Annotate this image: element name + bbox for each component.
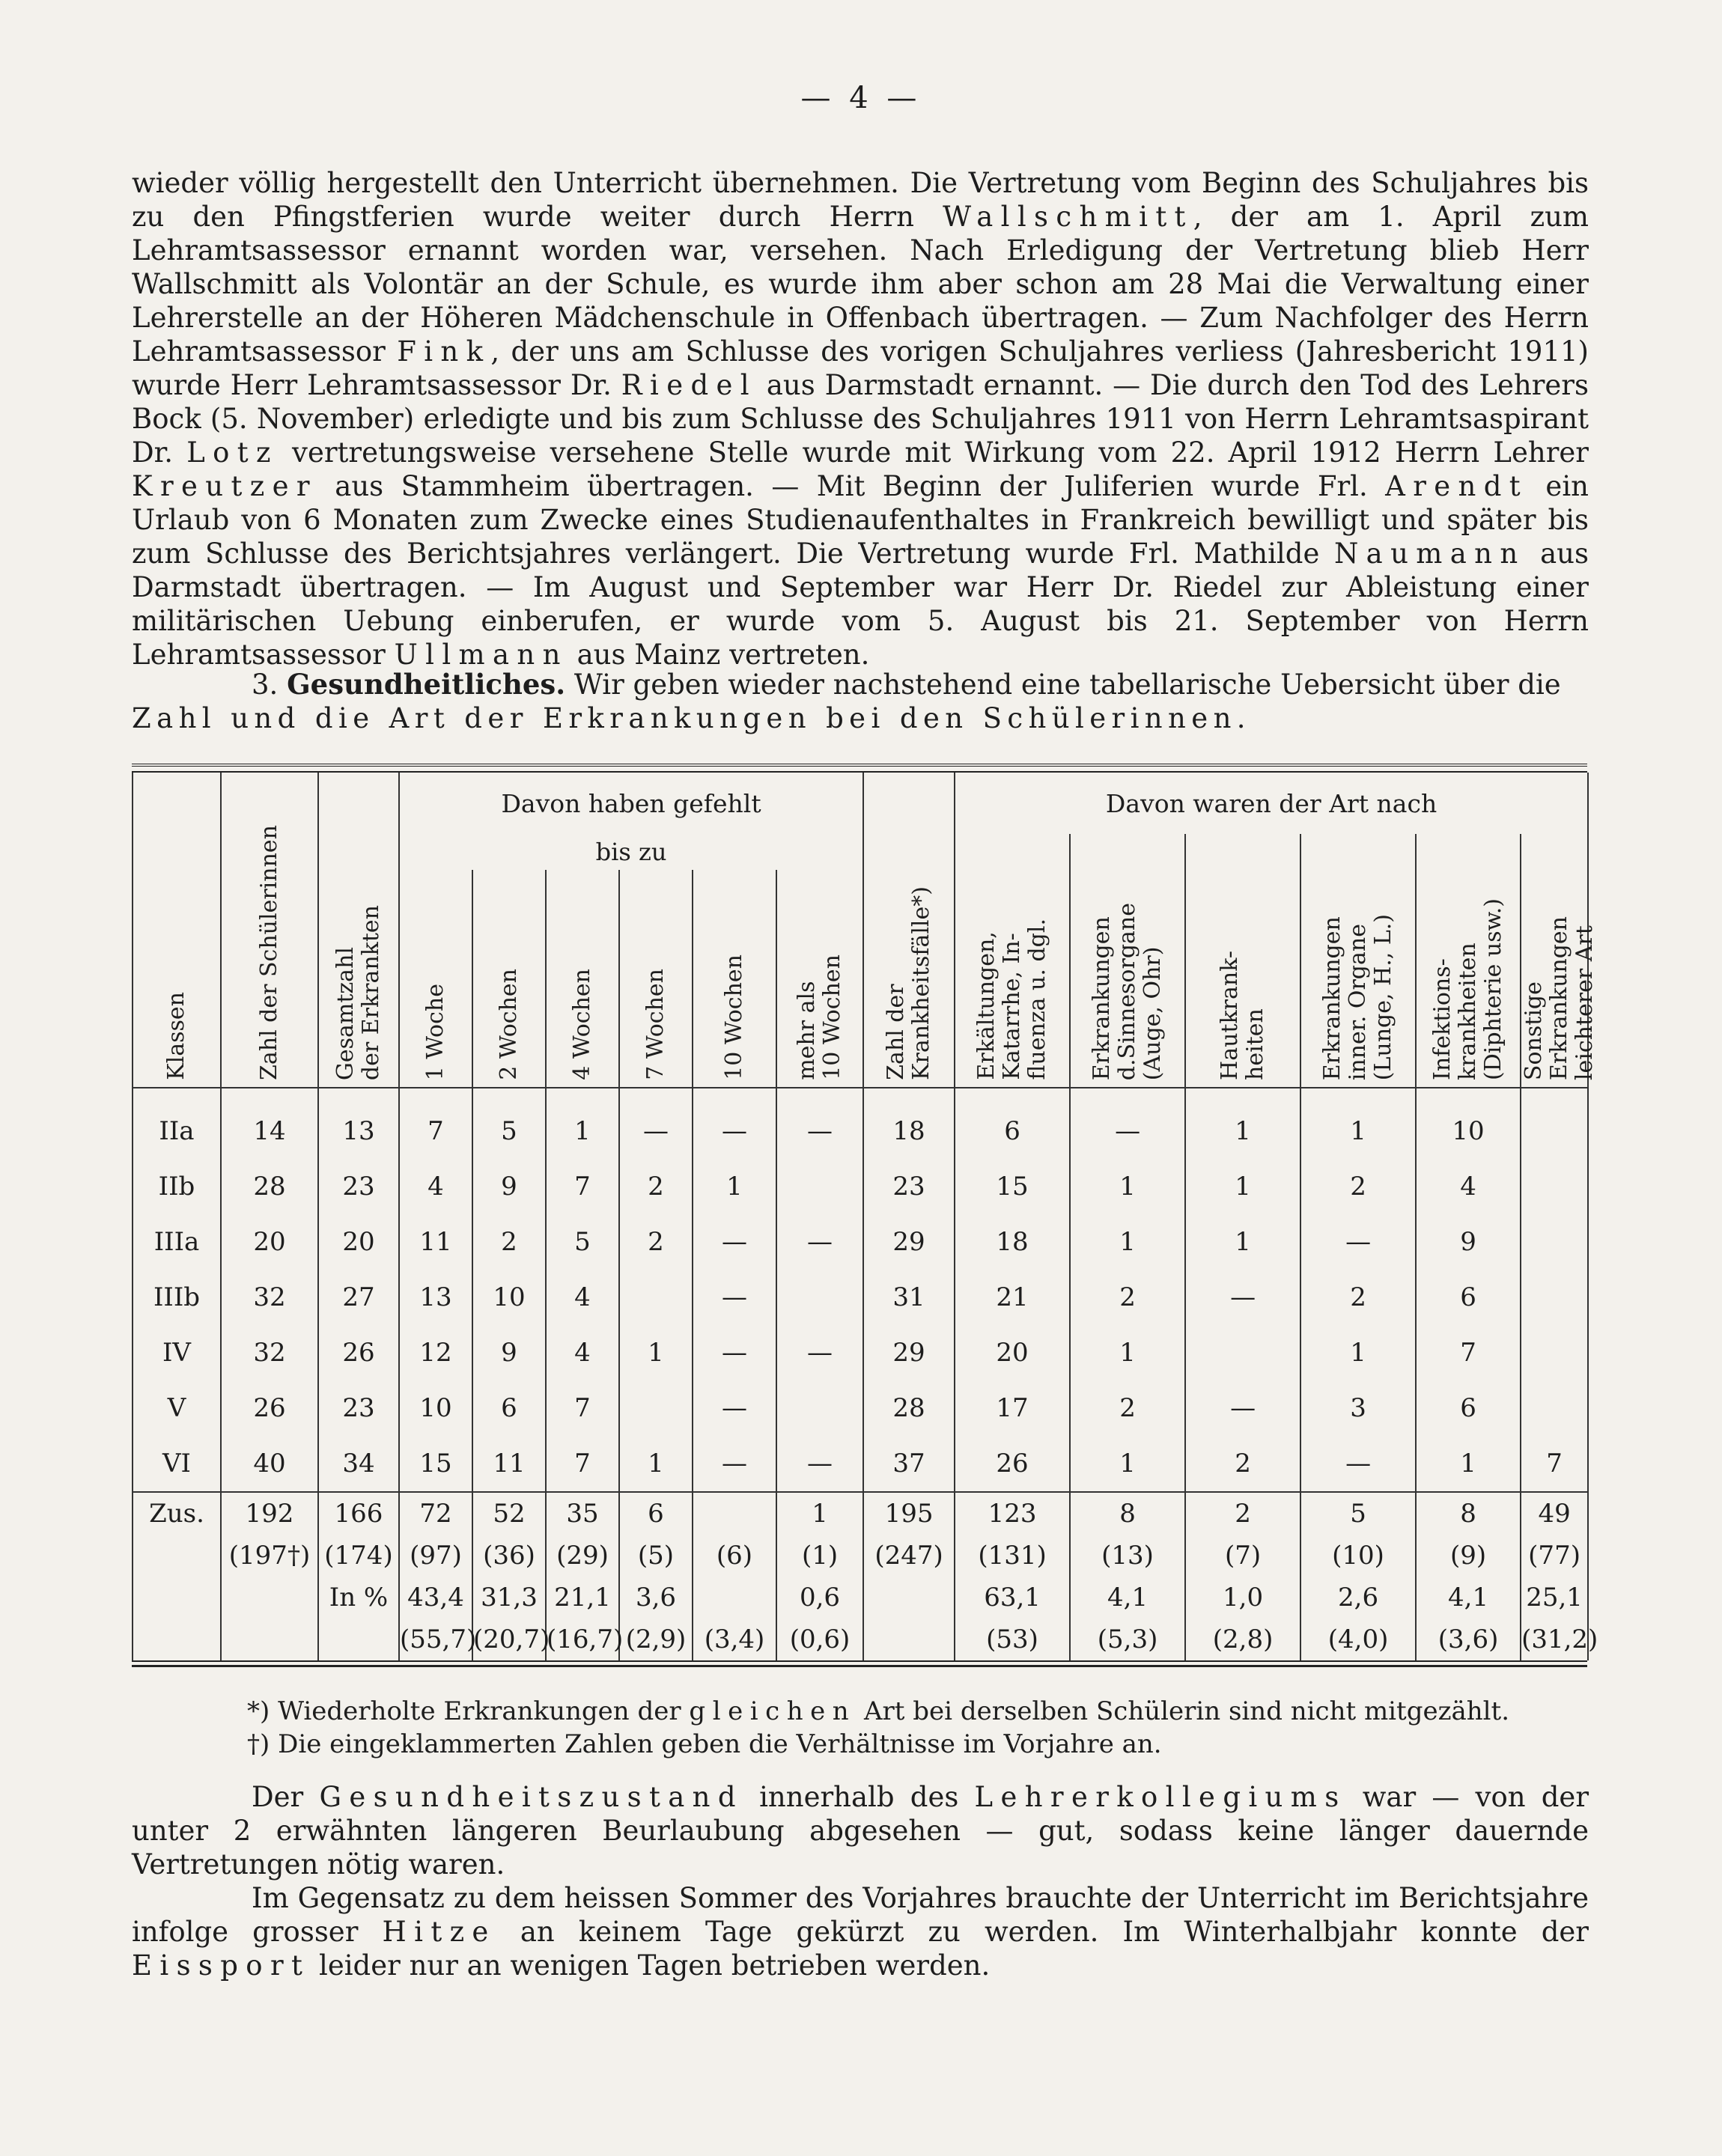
value-cell: 1 xyxy=(1300,1325,1416,1380)
sum-value-cell: 25,1 xyxy=(1521,1577,1588,1618)
value-cell: — xyxy=(1185,1270,1300,1325)
value-cell: 29 xyxy=(863,1214,955,1270)
footnotes xyxy=(247,1695,1595,1761)
value-cell: 32 xyxy=(221,1270,318,1325)
value-cell xyxy=(1521,1380,1588,1436)
sum-value-cell: (4,0) xyxy=(1300,1618,1416,1660)
footnote-star xyxy=(247,1695,1595,1728)
value-cell xyxy=(1521,1159,1588,1214)
name-lotz: Lotz xyxy=(186,436,279,469)
sum-row xyxy=(133,1492,1588,1535)
value-cell: — xyxy=(1070,1088,1185,1159)
table-row xyxy=(133,1270,1588,1325)
sum-value-cell xyxy=(221,1618,318,1660)
header-10-wochen: 10 Wochen xyxy=(693,870,776,1088)
closing-text: war — von der unter 2 erwähnten längeren Beurlaubung abgesehen — gut, sodass keine länger dauernde Vertretungen nötig waren. xyxy=(132,1781,1589,1881)
class-cell: IIIb xyxy=(133,1270,221,1325)
value-cell: 4 xyxy=(546,1325,619,1380)
value-cell xyxy=(776,1159,863,1214)
value-cell: 9 xyxy=(472,1159,546,1214)
value-cell: 34 xyxy=(318,1436,399,1492)
sum-value-cell: (97) xyxy=(399,1535,472,1577)
sum-value-cell xyxy=(221,1577,318,1618)
value-cell: 1 xyxy=(1070,1214,1185,1270)
sum-value-cell: (13) xyxy=(1070,1535,1185,1577)
sum-value-cell: (3,4) xyxy=(693,1618,776,1660)
intro-paragraph xyxy=(132,166,1589,672)
header-gesamtzahl: Gesamtzahl der Erkrankten xyxy=(318,773,399,1088)
value-cell xyxy=(1521,1325,1588,1380)
value-cell: 2 xyxy=(619,1214,693,1270)
page-number: — 4 — xyxy=(800,81,922,115)
value-cell: 23 xyxy=(318,1380,399,1436)
value-cell: 37 xyxy=(863,1436,955,1492)
header-2-wochen: 2 Wochen xyxy=(472,870,546,1088)
sum-row xyxy=(133,1535,1588,1577)
value-cell: 15 xyxy=(399,1436,472,1492)
sum-value-cell: 5 xyxy=(1300,1492,1416,1535)
class-cell: IIb xyxy=(133,1159,221,1214)
sum-value-cell: (10) xyxy=(1300,1535,1416,1577)
value-cell: 10 xyxy=(1416,1088,1521,1159)
value-cell: 11 xyxy=(472,1436,546,1492)
intro-text: aus Mainz vertreten. xyxy=(568,639,870,671)
value-cell: 6 xyxy=(1416,1380,1521,1436)
sum-value-cell: 72 xyxy=(399,1492,472,1535)
name-kreutzer: Kreutzer xyxy=(132,470,317,502)
value-cell: 1 xyxy=(693,1159,776,1214)
header-sinnesorgane: Erkrankungen d.Sinnesorgane (Auge, Ohr) xyxy=(1070,834,1185,1088)
sum-value-cell: (16,7) xyxy=(546,1618,619,1660)
value-cell: — xyxy=(693,1088,776,1159)
sum-value-cell: 1,0 xyxy=(1185,1577,1300,1618)
class-cell: IIa xyxy=(133,1088,221,1159)
value-cell: 10 xyxy=(399,1380,472,1436)
header-klassen: Klassen xyxy=(133,773,221,1088)
value-cell: 1 xyxy=(1300,1088,1416,1159)
value-cell: — xyxy=(693,1325,776,1380)
sum-value-cell xyxy=(318,1618,399,1660)
sum-value-cell: (197†) xyxy=(221,1535,318,1577)
value-cell: 7 xyxy=(546,1436,619,1492)
value-cell: 26 xyxy=(221,1380,318,1436)
class-cell: IIIa xyxy=(133,1214,221,1270)
intro-text: aus Darmstadt ernannt. — Die durch den Tod des Lehrers Bock (5. November) erledigte und bis zum Schlusse des Schuljahres 1911 von Herrn Lehramtsaspirant Dr. xyxy=(132,369,1589,469)
value-cell: — xyxy=(776,1325,863,1380)
closing-paragraphs xyxy=(132,1780,1589,1982)
sum-value-cell: 166 xyxy=(318,1492,399,1535)
value-cell: 1 xyxy=(1416,1436,1521,1492)
header-sonstige: Sonstige Erkrankungen leichterer Art xyxy=(1521,834,1588,1088)
closing-spaced: Eissport xyxy=(132,1949,311,1982)
sum-value-cell: 1 xyxy=(776,1492,863,1535)
closing-spaced: Hitze xyxy=(382,1916,496,1948)
value-cell: 7 xyxy=(399,1088,472,1159)
name-naumann: Naumann xyxy=(1333,538,1526,570)
value-cell: — xyxy=(1300,1214,1416,1270)
intro-text: , der uns am Schlusse des vorigen Schuljahres verliess (Jahresbericht 1911) wurde Herr Lehramtsassessor Dr. xyxy=(132,335,1589,401)
footnote-star-text: Art bei derselben Schülerin sind nicht mitgezählt. xyxy=(856,1696,1510,1726)
closing-text: Der xyxy=(252,1781,320,1813)
value-cell: 1 xyxy=(546,1088,619,1159)
name-fink: Fink xyxy=(397,335,491,368)
value-cell: 27 xyxy=(318,1270,399,1325)
value-cell: 12 xyxy=(399,1325,472,1380)
value-cell: — xyxy=(776,1088,863,1159)
sum-value-cell: 2,6 xyxy=(1300,1577,1416,1618)
value-cell: 2 xyxy=(472,1214,546,1270)
value-cell: 2 xyxy=(1300,1270,1416,1325)
sum-label-cell xyxy=(133,1577,221,1618)
table-bottom-rule xyxy=(132,1660,1587,1667)
sum-value-cell: 6 xyxy=(619,1492,693,1535)
name-arendt: Arendt xyxy=(1385,470,1529,502)
sum-label-cell xyxy=(133,1535,221,1577)
value-cell: 6 xyxy=(1416,1270,1521,1325)
value-cell: 4 xyxy=(546,1270,619,1325)
section-number: 3. xyxy=(252,669,279,701)
value-cell xyxy=(1185,1325,1300,1380)
intro-text: ein Urlaub von 6 Monaten zum Zwecke eines Studienaufenthaltes in Frankreich bewilligt und später bis zum Schlusse des Berichtsjahres verlängert. Die Vertretung wurde Frl. Mathilde xyxy=(132,470,1589,570)
sum-value-cell: (131) xyxy=(955,1535,1070,1577)
table-row xyxy=(133,1088,1588,1159)
value-cell: 40 xyxy=(221,1436,318,1492)
sum-row xyxy=(133,1577,1588,1618)
sum-row xyxy=(133,1618,1588,1660)
sum-value-cell: 52 xyxy=(472,1492,546,1535)
sum-value-cell xyxy=(693,1577,776,1618)
header-davon-gefehlt: Davon haben gefehlt xyxy=(399,773,863,834)
intro-text: , der am 1. April zum Lehramtsassessor ernannt worden war, versehen. Nach Erledigung der Vertretung blieb Herr Wallschmitt als Volontär an der Schule, es wurde ihm aber schon am 28 Mai die Verwaltung einer Lehrerstelle an der Höheren Mädchenschule in Offenbach übertragen. — Zum Nachfolger des Herrn Lehramtsassessor xyxy=(132,201,1589,368)
value-cell: — xyxy=(693,1270,776,1325)
sum-value-cell: 63,1 xyxy=(955,1577,1070,1618)
section-title: Gesundheitliches. xyxy=(287,668,566,701)
sum-value-cell: (9) xyxy=(1416,1535,1521,1577)
value-cell: 28 xyxy=(863,1380,955,1436)
value-cell: 32 xyxy=(221,1325,318,1380)
value-cell xyxy=(776,1270,863,1325)
sum-value-cell: (5,3) xyxy=(1070,1618,1185,1660)
value-cell: 3 xyxy=(1300,1380,1416,1436)
sum-value-cell: 192 xyxy=(221,1492,318,1535)
table-row xyxy=(133,1159,1588,1214)
closing-text: an keinem Tage gekürzt zu werden. Im Winterhalbjahr konnte der xyxy=(496,1916,1589,1948)
value-cell: 18 xyxy=(955,1214,1070,1270)
closing-text: Im Gegensatz zu dem heissen Sommer des Vorjahres brauchte der Unterricht im Berichtsjahre infolge grosser xyxy=(132,1882,1589,1948)
footnote-star-spaced: gleichen xyxy=(689,1696,857,1726)
closing-paragraph-1 xyxy=(132,1780,1589,1881)
value-cell: 13 xyxy=(318,1088,399,1159)
sum-value-cell: 195 xyxy=(863,1492,955,1535)
value-cell: 7 xyxy=(546,1380,619,1436)
table-top-rule xyxy=(132,764,1587,773)
value-cell: — xyxy=(1185,1380,1300,1436)
sum-value-cell xyxy=(693,1492,776,1535)
header-mehr-10-wochen: mehr als 10 Wochen xyxy=(776,870,863,1088)
sum-value-cell: (247) xyxy=(863,1535,955,1577)
value-cell: 2 xyxy=(1070,1270,1185,1325)
value-cell: 20 xyxy=(318,1214,399,1270)
intro-text: aus Darmstadt übertragen. — Im August und September war Herr Dr. Riedel zur Ableistung einer militärischen Uebung einberufen, er wurde vom 5. August bis 21. September von Herrn Lehramtsassessor xyxy=(132,538,1589,671)
illness-table-grid xyxy=(132,773,1598,1660)
value-cell: 7 xyxy=(1416,1325,1521,1380)
value-cell: 2 xyxy=(619,1159,693,1214)
value-cell: 10 xyxy=(472,1270,546,1325)
value-cell: 31 xyxy=(863,1270,955,1325)
value-cell: 28 xyxy=(221,1159,318,1214)
value-cell: 26 xyxy=(318,1325,399,1380)
value-cell: — xyxy=(776,1436,863,1492)
header-erkaeltungen: Erkältungen, Katarrhe, In- fluenza u. dgl. xyxy=(955,834,1070,1088)
value-cell: 1 xyxy=(1070,1325,1185,1380)
value-cell: 5 xyxy=(472,1088,546,1159)
sum-value-cell: 43,4 xyxy=(399,1577,472,1618)
sum-value-cell: 4,1 xyxy=(1416,1577,1521,1618)
value-cell: 1 xyxy=(1070,1159,1185,1214)
value-cell: 29 xyxy=(863,1325,955,1380)
table-row xyxy=(133,1436,1588,1492)
value-cell xyxy=(619,1270,693,1325)
header-davon-art: Davon waren der Art nach xyxy=(955,773,1588,834)
header-7-wochen: 7 Wochen xyxy=(619,870,693,1088)
header-1-woche: 1 Woche xyxy=(399,870,472,1088)
value-cell: 1 xyxy=(1185,1159,1300,1214)
table-row xyxy=(133,1380,1588,1436)
value-cell: 1 xyxy=(619,1436,693,1492)
value-cell: 17 xyxy=(955,1380,1070,1436)
value-cell: 2 xyxy=(1300,1159,1416,1214)
sum-value-cell xyxy=(863,1618,955,1660)
sum-value-cell: 123 xyxy=(955,1492,1070,1535)
value-cell: 26 xyxy=(955,1436,1070,1492)
value-cell: 1 xyxy=(619,1325,693,1380)
value-cell: 5 xyxy=(546,1214,619,1270)
sum-value-cell: 2 xyxy=(1185,1492,1300,1535)
section-spaced-line: Zahl und die Art der Erkrankungen bei den Schülerinnen. xyxy=(132,702,1251,734)
sum-value-cell xyxy=(863,1577,955,1618)
intro-text: aus Stammheim übertragen. — Mit Beginn der Juliferien wurde Frl. xyxy=(317,470,1386,502)
sum-value-cell: 4,1 xyxy=(1070,1577,1185,1618)
header-zahl-faelle: Zahl der Krankheitsfälle*) xyxy=(863,773,955,1088)
sum-value-cell: (20,7) xyxy=(472,1618,546,1660)
intro-text: vertretungsweise versehene Stelle wurde mit Wirkung vom 22. April 1912 Herrn Lehrer xyxy=(278,436,1589,469)
sum-value-cell: 31,3 xyxy=(472,1577,546,1618)
closing-text: leider nur an wenigen Tagen betrieben werden. xyxy=(310,1949,991,1982)
sum-value-cell: (29) xyxy=(546,1535,619,1577)
value-cell: 2 xyxy=(1185,1436,1300,1492)
sum-value-cell: (2,8) xyxy=(1185,1618,1300,1660)
footnote-dagger: †) Die eingeklammerten Zahlen geben die Verhältnisse im Vorjahre an. xyxy=(247,1729,1162,1759)
value-cell: 23 xyxy=(863,1159,955,1214)
header-innere: Erkrankungen inner. Organe (Lunge, H., L.) xyxy=(1300,834,1416,1088)
header-zahl-schuelerinnen: Zahl der Schülerinnen xyxy=(221,773,318,1088)
table-row xyxy=(133,1325,1588,1380)
value-cell: 14 xyxy=(221,1088,318,1159)
value-cell: 18 xyxy=(863,1088,955,1159)
value-cell: 9 xyxy=(472,1325,546,1380)
value-cell: — xyxy=(1300,1436,1416,1492)
footnote-star-text: *) Wiederholte Erkrankungen der xyxy=(247,1696,690,1726)
name-riedel: Riedel xyxy=(621,369,757,401)
value-cell xyxy=(619,1380,693,1436)
value-cell: — xyxy=(693,1214,776,1270)
header-hautkrank: Hautkrank- heiten xyxy=(1185,834,1300,1088)
value-cell: 20 xyxy=(221,1214,318,1270)
value-cell: 4 xyxy=(399,1159,472,1214)
illness-table xyxy=(132,764,1598,1667)
value-cell: 4 xyxy=(1416,1159,1521,1214)
sum-value-cell: (2,9) xyxy=(619,1618,693,1660)
header-infektion: Infektions- krankheiten (Diphterie usw.) xyxy=(1416,834,1521,1088)
value-cell: 13 xyxy=(399,1270,472,1325)
value-cell: — xyxy=(619,1088,693,1159)
sum-value-cell: (1) xyxy=(776,1535,863,1577)
name-wallschmitt: Wallschmitt xyxy=(943,201,1193,233)
sum-label-cell xyxy=(133,1618,221,1660)
sum-value-cell: 8 xyxy=(1070,1492,1185,1535)
value-cell: 6 xyxy=(472,1380,546,1436)
sum-value-cell: (31,2) xyxy=(1521,1618,1588,1660)
value-cell: 21 xyxy=(955,1270,1070,1325)
sum-value-cell: 35 xyxy=(546,1492,619,1535)
sum-value-cell: (3,6) xyxy=(1416,1618,1521,1660)
class-cell: VI xyxy=(133,1436,221,1492)
value-cell: 23 xyxy=(318,1159,399,1214)
sum-value-cell: (55,7) xyxy=(399,1618,472,1660)
sum-value-cell: (36) xyxy=(472,1535,546,1577)
value-cell: 1 xyxy=(1185,1214,1300,1270)
sum-value-cell: (53) xyxy=(955,1618,1070,1660)
sum-value-cell: 0,6 xyxy=(776,1577,863,1618)
closing-text: innerhalb des xyxy=(743,1781,975,1813)
sum-value-cell: 21,1 xyxy=(546,1577,619,1618)
value-cell: 11 xyxy=(399,1214,472,1270)
sum-value-cell: 8 xyxy=(1416,1492,1521,1535)
value-cell: 1 xyxy=(1185,1088,1300,1159)
value-cell: 20 xyxy=(955,1325,1070,1380)
value-cell: 2 xyxy=(1070,1380,1185,1436)
value-cell: 7 xyxy=(546,1159,619,1214)
value-cell: 7 xyxy=(1521,1436,1588,1492)
sum-value-cell: (7) xyxy=(1185,1535,1300,1577)
sum-value-cell: 49 xyxy=(1521,1492,1588,1535)
value-cell: 1 xyxy=(1070,1436,1185,1492)
value-cell xyxy=(1521,1270,1588,1325)
intro-text: wieder völlig hergestellt den Unterricht übernehmen. Die Vertretung vom Beginn des Schuljahres bis zu den Pfingstferien wurde weiter durch Herrn xyxy=(132,167,1589,233)
class-cell: V xyxy=(133,1380,221,1436)
closing-paragraph-2 xyxy=(132,1881,1589,1982)
closing-spaced: Lehrerkollegiums xyxy=(974,1781,1347,1813)
closing-spaced: Gesundheitszustand xyxy=(319,1781,743,1813)
value-cell: 9 xyxy=(1416,1214,1521,1270)
sum-value-cell: 3,6 xyxy=(619,1577,693,1618)
name-ullmann: Ullmann xyxy=(394,639,568,671)
sum-value-cell: In % xyxy=(318,1577,399,1618)
value-cell xyxy=(1521,1088,1588,1159)
table-row xyxy=(133,1214,1588,1270)
value-cell: — xyxy=(693,1380,776,1436)
value-cell: — xyxy=(776,1214,863,1270)
value-cell: 15 xyxy=(955,1159,1070,1214)
sum-value-cell: (77) xyxy=(1521,1535,1588,1577)
sum-value-cell: (6) xyxy=(693,1535,776,1577)
value-cell xyxy=(776,1380,863,1436)
health-section-heading xyxy=(132,668,1589,735)
section-text: Wir geben wieder nachstehend eine tabellarische Uebersicht über die xyxy=(565,669,1561,701)
value-cell: 6 xyxy=(955,1088,1070,1159)
value-cell: — xyxy=(693,1436,776,1492)
header-bis-zu: bis zu xyxy=(399,834,863,870)
header-4-wochen: 4 Wochen xyxy=(546,870,619,1088)
sum-value-cell: (0,6) xyxy=(776,1618,863,1660)
value-cell xyxy=(1521,1214,1588,1270)
sum-label-cell: Zus. xyxy=(133,1492,221,1535)
sum-value-cell: (174) xyxy=(318,1535,399,1577)
class-cell: IV xyxy=(133,1325,221,1380)
sum-value-cell: (5) xyxy=(619,1535,693,1577)
